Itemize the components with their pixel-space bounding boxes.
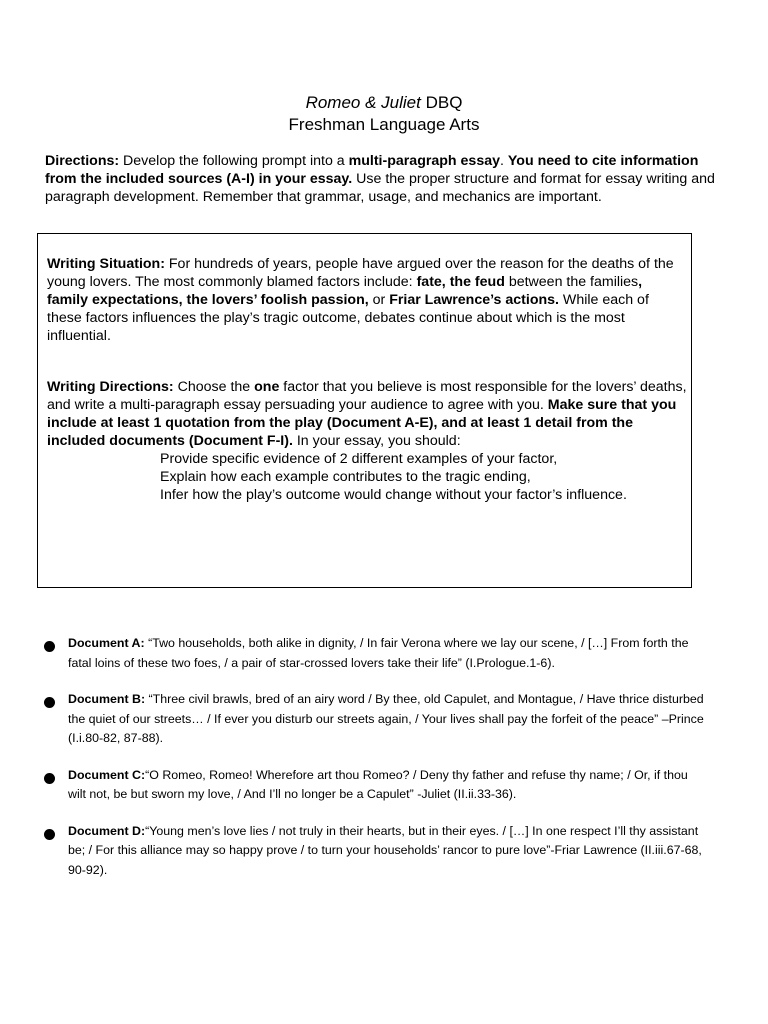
writing-directions-label: Writing Directions: [47, 379, 174, 395]
writing-situation-label: Writing Situation: [47, 256, 165, 272]
writing-situation-text: or [368, 292, 390, 308]
document-quote: “Three civil brawls, bred of an airy word / By thee, old Capulet, and Montague, / Have thrice disturbed the quiet of our streets… / If ever you disturb our streets again, / Your lives shall pay the forfeit of the peace” –Prince (I.i.80-82, 87-88). [68, 692, 704, 745]
bullet-icon [44, 697, 55, 708]
document-quote: “Two households, both alike in dignity, / In fair Verona where we lay our scene, / […] From forth the fatal loins of these two foes, / a pair of star-crossed lovers take their life” (I.Prologue.1-6). [68, 636, 689, 670]
document-list [44, 634, 704, 897]
title-play-name: Romeo & Juliet [305, 93, 421, 112]
bullet-icon [44, 829, 55, 840]
essay-requirement: Explain how each example contributes to the tragic ending, [160, 469, 531, 485]
document-item-a [44, 634, 704, 673]
writing-directions-text: In your essay, you should: [292, 433, 461, 449]
writing-directions-text: Choose the [173, 379, 255, 395]
subtitle: Freshman Language Arts [288, 115, 480, 134]
writing-situation [47, 255, 687, 345]
document-label: Document A: [68, 636, 145, 650]
document-item-b [44, 690, 704, 749]
document-quote: “O Romeo, Romeo! Wherefore art thou Romeo? / Deny thy father and refuse thy name; / Or, if thou wilt not, be but sworn my love, / And I’ll no longer be a Capulet” -Juliet (II.ii.33-36). [68, 767, 688, 801]
document-label: Document B: [68, 692, 146, 706]
bullet-icon [44, 773, 55, 784]
writing-situation-bold: Friar Lawrence’s actions. [389, 292, 559, 308]
document-item-d [44, 822, 704, 881]
writing-directions-bold: Make sure that you include at least 1 quotation from the play (Document A-E), and at least 1 detail from the included documents (Document F-I). [47, 397, 677, 449]
writing-situation-text: While each of these factors influences the play’s tragic outcome, debates continue about which is the most influential. [47, 292, 649, 344]
title-suffix: DBQ [420, 93, 463, 112]
directions-text: Develop the following prompt into a [119, 153, 349, 169]
writing-directions-text: factor that you believe is most responsible for the lovers’ deaths, and write a multi-paragraph essay persuading your audience to agree with you. [47, 379, 687, 413]
prompt-box [37, 233, 692, 588]
document-label: Document C: [68, 767, 146, 782]
directions-text: . [500, 153, 508, 169]
essay-requirement: Provide specific evidence of 2 different examples of your factor, [160, 451, 558, 467]
directions-text: Use the proper structure and format for essay writing and paragraph development. Remember that grammar, usage, and mechanics are important. [45, 171, 715, 205]
writing-situation-text: between the families [504, 274, 639, 290]
writing-situation-text: For hundreds of years, people have argued over the reason for the deaths of the young lovers. The most commonly blamed factors include: [47, 256, 674, 290]
document-quote: “Young men’s love lies / not truly in their hearts, but in their eyes. / […] In one respect I’ll thy assistant be; / For this alliance may so happy prove / to turn your households’ rancor to pure love”-Friar Lawrence (II.iii.67-68, 90-92). [68, 823, 702, 877]
document-item-c [44, 766, 704, 805]
bullet-icon [44, 641, 55, 652]
prompt-box-content [47, 255, 687, 504]
directions-label: Directions: [45, 153, 120, 169]
directions-bold: multi-paragraph essay [348, 153, 500, 169]
directions-paragraph [45, 152, 720, 206]
writing-directions [47, 378, 687, 450]
writing-directions-bold: one [254, 379, 280, 395]
writing-situation-bold: fate, the feud [416, 274, 505, 290]
title-line [0, 92, 768, 114]
document-title [0, 92, 768, 136]
document-label: Document D: [68, 823, 146, 838]
writing-situation-bold: , family expectations, the lovers’ foolish passion, [47, 274, 643, 308]
essay-requirement: Infer how the play’s outcome would change without your factor’s influence. [160, 487, 627, 503]
paragraph-gap [47, 345, 687, 378]
directions-bold: You need to cite information from the included sources (A-I) in your essay. [45, 153, 699, 187]
